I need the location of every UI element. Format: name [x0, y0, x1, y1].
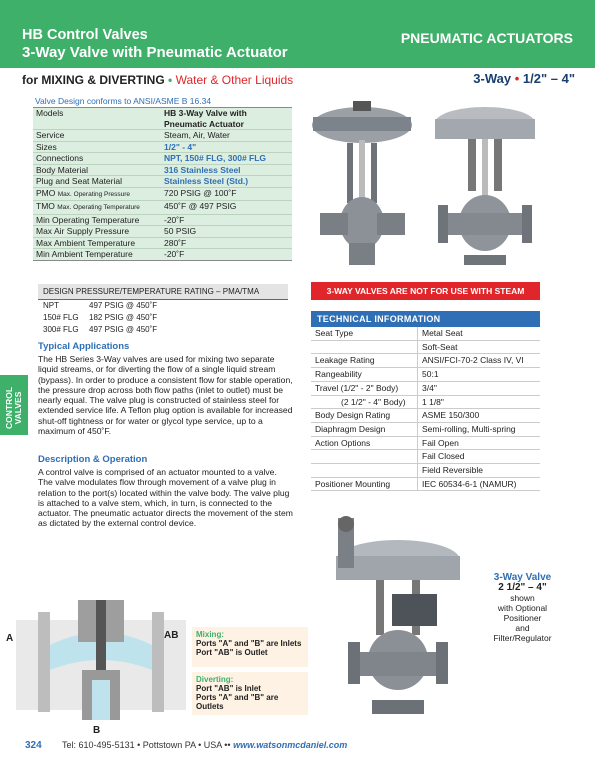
tech-value: Field Reversible — [422, 465, 483, 476]
tech-row — [311, 437, 540, 451]
spec-row — [33, 226, 292, 238]
tech-row — [311, 409, 540, 423]
spec-row — [33, 215, 292, 227]
tech-table: TECHNICAL INFORMATION Seat Type Metal Seat Soft-Seat Leakage Rating ANSI/FCI-70-2 Class IV, VI Rangeability 50:1 Travel (1/2" - 2" Body) 3/4" (2 1/2" - 4" Body) 1 1/8" Body Design Rating ASME 150/300 Diaphragm Design Semi-rolling, Multi-spring Action Options Fail Open Fail Closed Field Reversible Positioner Mounting IEC 60534-6-1 (NAMUR) — [311, 311, 540, 491]
spec-value: -20˚F — [164, 249, 185, 259]
tech-value: Soft-Seat — [422, 341, 458, 352]
description-title: Description & Operation — [38, 454, 148, 465]
spec-value: 720 PSIG @ 100˚F — [164, 187, 237, 198]
tech-row — [311, 354, 540, 368]
tech-value: 3/4" — [422, 382, 437, 393]
conforms-note: Valve Design conforms to ANSI/ASME B 16.34 — [35, 96, 212, 106]
page-number: 324 — [25, 740, 42, 751]
spec-row — [33, 176, 292, 188]
spec-row — [33, 249, 292, 260]
tech-key: Diaphragm Design — [311, 423, 418, 436]
design-rating-table: DESIGN PRESSURE/TEMPERATURE RATING – PMA/TMA NPT 497 PSIG @ 450˚F 150# FLG 182 PSIG @ 450˚F 300# FLG 497 PSIG @ 450˚F — [38, 284, 288, 336]
typical-title: Typical Applications — [38, 341, 130, 352]
header-line1: HB Control Valves — [22, 27, 148, 43]
spec-row — [33, 142, 292, 154]
spec-row — [33, 238, 292, 250]
spec-key: Min Ambient Temperature — [36, 249, 133, 259]
spec-value: 50 PSIG — [164, 226, 197, 236]
image-caption: 3-Way Valve 2 1/2" – 4" shown with Optional Positioner and Filter/Regulator — [493, 572, 552, 643]
tech-value: 1 1/8" — [422, 396, 444, 407]
tech-row — [311, 478, 540, 492]
design-row: 150# FLG 182 PSIG @ 450˚F — [43, 313, 158, 322]
port-a-label: A — [6, 633, 14, 644]
subheader: for MIXING & DIVERTING • Water & Other Liquids — [22, 73, 294, 87]
design-row: 300# FLG 497 PSIG @ 450˚F — [43, 325, 158, 334]
spec-key: Max Air Supply Pressure — [36, 226, 130, 236]
spec-key: PMO Max. Operating Pressure — [36, 187, 131, 198]
spec-row — [33, 130, 292, 142]
tech-row — [311, 464, 540, 478]
tech-key: Action Options — [311, 437, 418, 450]
tech-row — [311, 396, 540, 410]
tech-value: ASME 150/300 — [422, 410, 480, 421]
spec-row — [33, 153, 292, 165]
tech-key: Seat Type — [311, 327, 418, 340]
design-row: NPT 497 PSIG @ 450˚F — [43, 301, 158, 310]
valve-image-large — [430, 95, 540, 275]
typical-text: The HB Series 3-Way valves are used for mixing two separate liquid streams, or for diverting the flow of a single liquid stream (bypass). In order to produce a consistent flow for stable operation, the pressure drop across both flow paths (inlet to outlet) must be nearly equal. The valve plug is constructed of stainless steel for extended service life. A Teflon plug option is available for increased shut-off tightness or for water or glycol type service, up to a maximum of 450˚F. — [38, 354, 293, 437]
spec-value: Stainless Steel (Std.) — [164, 176, 249, 186]
spec-key: Body Material — [36, 164, 88, 175]
tech-key — [311, 341, 418, 354]
spec-key: Sizes — [36, 141, 57, 152]
tech-value: ANSI/FCI-70-2 Class IV, VI — [422, 355, 524, 366]
tech-value: Fail Open — [422, 437, 459, 448]
tech-row — [311, 341, 540, 355]
description-text: A control valve is comprised of an actuator mounted to a valve. The valve modulates flow through movement of a valve plug in relation to the port(s) located within the valve body. The valve plug is attached to a valve stem, which, in turn, is connected to the actuator. The pneumatic actuator directs the movement of the stem as dictated by the external control device. — [38, 467, 293, 529]
valve-image-small — [305, 95, 420, 270]
spec-row — [33, 108, 292, 130]
tech-row — [311, 382, 540, 396]
tech-value: Fail Closed — [422, 451, 465, 462]
steam-warning: 3-WAY VALVES ARE NOT FOR USE WITH STEAM — [311, 282, 540, 300]
port-ab-label: AB — [164, 630, 179, 641]
tech-key: Body Design Rating — [311, 409, 418, 422]
tech-key: Positioner Mounting — [311, 478, 418, 491]
tech-key — [311, 464, 418, 477]
diverting-box: Diverting: Port "AB" is Inlet Ports "A" and "B" are Outlets — [192, 672, 308, 715]
port-b-label: B — [93, 725, 101, 736]
spec-value: 1/2" - 4" — [164, 141, 197, 152]
tech-key: Leakage Rating — [311, 354, 418, 367]
valve-cross-section — [16, 600, 186, 725]
header-section: PNEUMATIC ACTUATORS — [400, 30, 573, 46]
tech-value: Metal Seat — [422, 328, 463, 338]
tech-value: 50:1 — [422, 369, 439, 380]
spec-value: HB 3-Way Valve with Pneumatic Actuator — [164, 108, 247, 129]
spec-table — [33, 107, 292, 261]
spec-row — [33, 188, 292, 202]
spec-value: -20˚F — [164, 214, 185, 225]
spec-key: Max Ambient Temperature — [36, 237, 136, 248]
header-line2: 3-Way Valve with Pneumatic Actuator — [22, 44, 288, 61]
valve-image-positioner — [318, 510, 468, 735]
tech-key: Rangeability — [311, 368, 418, 381]
spec-key: Models — [36, 108, 64, 118]
header-bar — [0, 0, 595, 68]
tech-row — [311, 368, 540, 382]
spec-key: Service — [36, 130, 65, 140]
tech-row — [311, 450, 540, 464]
footer — [25, 740, 347, 751]
footer-url[interactable]: www.watsonmcdaniel.com — [233, 740, 348, 750]
tech-value: IEC 60534-6-1 (NAMUR) — [422, 478, 517, 489]
spec-value: Steam, Air, Water — [164, 130, 230, 140]
size-range: 3-Way • 1/2" – 4" — [473, 71, 575, 86]
spec-row — [33, 201, 292, 215]
tech-key — [311, 450, 418, 463]
footer-contact: Tel: 610-495-5131 • Pottstown PA • USA •• — [62, 740, 234, 750]
spec-key: TMO Max. Operating Temperature — [36, 201, 140, 211]
spec-value: 450˚F @ 497 PSIG — [164, 201, 237, 211]
mixing-box: Mixing: Ports "A" and "B" are Inlets Port "AB" is Outlet — [192, 627, 308, 667]
spec-value: 316 Stainless Steel — [164, 164, 241, 175]
tech-key: (2 1/2" - 4" Body) — [311, 396, 418, 409]
side-tab: CONTROL VALVES — [0, 375, 28, 435]
tech-key: Travel (1/2" - 2" Body) — [311, 382, 418, 395]
spec-key: Plug and Seat Material — [36, 176, 122, 186]
tech-row — [311, 423, 540, 437]
tech-row — [311, 327, 540, 341]
spec-row — [33, 165, 292, 177]
tech-value: Semi-rolling, Multi-spring — [422, 423, 516, 434]
spec-key: Min Operating Temperature — [36, 214, 140, 225]
spec-key: Connections — [36, 153, 84, 163]
spec-value: NPT, 150# FLG, 300# FLG — [164, 153, 267, 163]
spec-value: 280˚F — [164, 237, 187, 248]
